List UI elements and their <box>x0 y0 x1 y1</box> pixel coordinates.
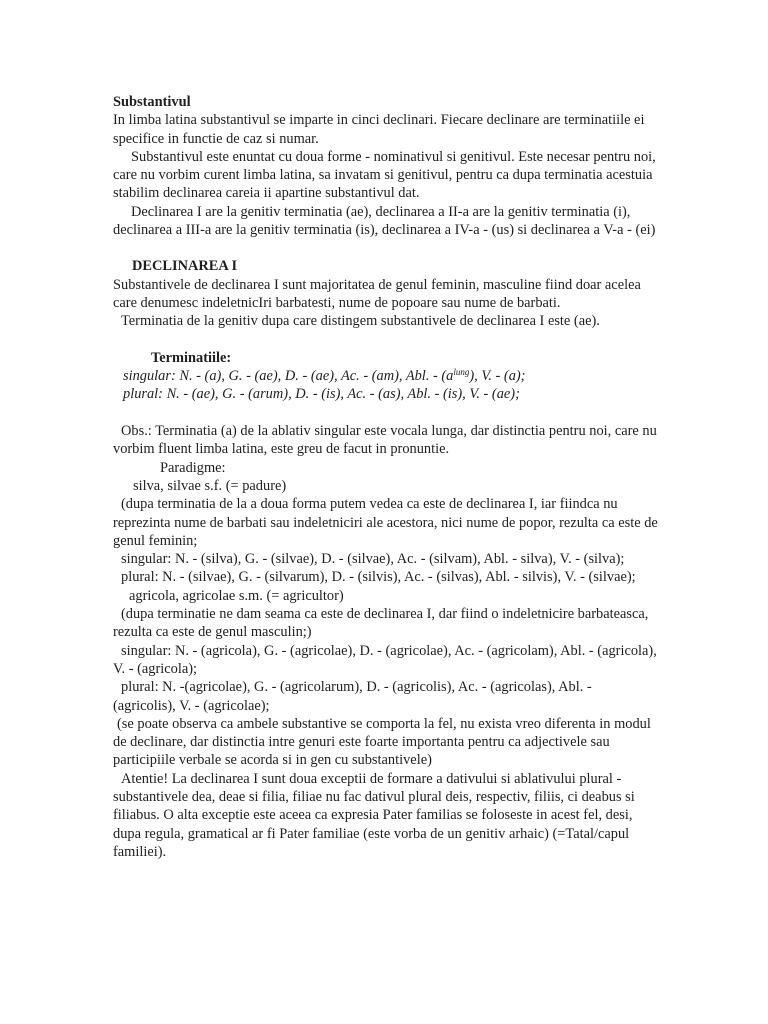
silva-entry: silva, silvae s.f. (= padure) <box>133 477 287 494</box>
genitiv-paragraph: Terminatia de la genitiv dupa care distingem substantivele de declinarea I este (ae). <box>121 313 600 330</box>
singular-text: singular: N. - (a), G. - (ae), D. - (ae), Ac. - (am), Abl. - (a <box>123 368 454 385</box>
intro-paragraph: In limba latina substantivul se imparte in cinci declinari. Fiecare declinare are terminatiile ei specifice in functie de caz si numar. <box>113 112 645 147</box>
declinari-paragraph: Declinarea I are la genitiv terminatia (ae), declinarea a II-a are la genitiv terminatia (i), declinarea a III-a are la genitiv terminatia (is), declinarea a IV-a - (us) si declinarea a V-a - (ei) <box>113 203 656 239</box>
observa-paragraph: (se poate observa ca ambele substantive se comporta la fel, nu exista vreo diferenta in modul de declinare, dar distinctia intre genuri este foarte importanta pentru ca adjectivele sau participiile verbale se acorda si in gen cu substantivele) <box>113 715 651 769</box>
agricola-note: (dupa terminatie ne dam seama ca este de declinarea I, dar fiind o indeletnicire barbateasca, rezulta ca este de genul masculin;) <box>113 606 649 641</box>
atentie-paragraph: Atentie! La declinarea I sunt doua exceptii de formare a dativului si ablativului plural - substantivele dea, deae si filia, filiae nu fac dativul plural deis, respectiv, filiis, ci deabus si filiabus. O alta exceptie este aceea ca expresia Pater familias se foloseste in acest fel, desi, dupa regula, gramatical ar fi Pater familiae (este vorba de un genitiv arhaic) (=Tatal/capul familiei). <box>113 770 635 860</box>
declinarea-paragraph: Substantivele de declinarea I sunt majoritatea de genul feminin, masculine fiind doar acelea care denumesc indeletnicIri barbatesti, nume de popoare sau nume de barbati. <box>113 276 641 311</box>
silva-note: (dupa terminatia de la a doua forma putem vedea ca este de declinarea I, iar fiindca nu reprezinta nume de barbati sau indeletniciri ale acestora, nici nume de popor, rezulta ca este de genul feminin; <box>113 496 658 549</box>
enuntat-paragraph: Substantivul este enuntat cu doua forme - nominativul si genitivul. Este necesar pentru noi, care nu vorbim curent limba latina, sa invatam si genitivul, pentru ca dupa terminatia acestuia stabilim declinarea careia ii apartine substantivul dat. <box>113 148 656 202</box>
silva-singular: singular: N. - (silva), G. - (silvae), D. - (silvae), Ac. - (silvam), Abl. - silva), V. - (silva); <box>121 551 625 568</box>
declinarea-heading: DECLINAREA I <box>132 258 238 275</box>
spacer <box>113 331 658 349</box>
spacer <box>113 404 658 422</box>
terminatii-heading: Terminatiile: <box>151 349 232 366</box>
long-vowel-superscript: lung <box>453 367 470 378</box>
obs-paragraph: Obs.: Terminatia (a) de la ablativ singular este vocala lunga, dar distinctia pentru noi, care nu vorbim fluent limba latina, este greu de facut in pronuntie. <box>113 423 657 458</box>
paradigme-label: Paradigme: <box>160 459 226 476</box>
document-body <box>113 93 658 861</box>
agricola-plural: plural: N. -(agricolae), G. - (agricolarum), D. - (agricolis), Ac. - (agricolas), Abl. - (agricolis), V. - (agricolae); <box>113 679 592 714</box>
agricola-entry: agricola, agricolae s.m. (= agricultor) <box>129 587 344 604</box>
silva-plural: plural: N. - (silvae), G. - (silvarum), D. - (silvis), Ac. - (silvas), Abl. - silvis), V. - (silvae); <box>121 569 636 586</box>
page-title: Substantivul <box>113 94 191 110</box>
singular-text-end: ), V. - (a); <box>469 368 526 385</box>
plural-terminations: plural: N. - (ae), G. - (arum), D. - (is), Ac. - (as), Abl. - (is), V. - (ae); <box>123 386 520 403</box>
agricola-singular: singular: N. - (agricola), G. - (agricolae), D. - (agricolae), Ac. - (agricolam), Abl. - (agricola), V. - (agricola); <box>113 642 657 677</box>
singular-terminations <box>113 367 658 385</box>
